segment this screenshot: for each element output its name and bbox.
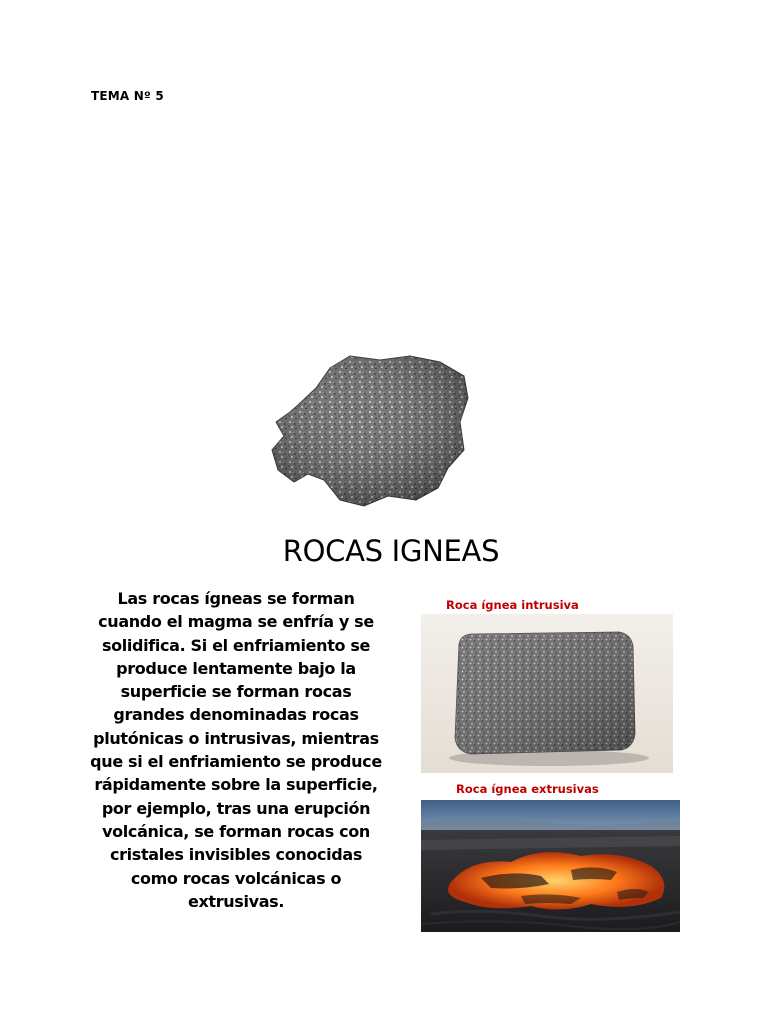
page-title bbox=[0, 534, 768, 568]
body-paragraph: Las rocas ígneas se forman cuando el magma se enfría y se solidifica. Si el enfriamiento se produce lentamente bajo la superficie se forman rocas grandes denominadas rocas plutónicas o intrusivas, mientras que si el enfriamiento se produce rápidamente sobre la superficie, por ejemplo, tras una erupción volcánica, se forman rocas con cristales invisibles conocidas como rocas volcánicas o extrusivas. bbox=[90, 589, 382, 911]
granite-block-icon bbox=[421, 614, 673, 773]
intrusive-caption: Roca ígnea intrusiva bbox=[446, 598, 579, 612]
topic-label: TEMA Nº 5 bbox=[91, 89, 164, 103]
lava-flow-icon bbox=[421, 800, 680, 932]
extrusive-caption: Roca ígnea extrusivas bbox=[456, 782, 599, 796]
page-title-text: ROCAS IGNEAS bbox=[282, 534, 500, 568]
granite-rock-icon bbox=[268, 350, 470, 508]
